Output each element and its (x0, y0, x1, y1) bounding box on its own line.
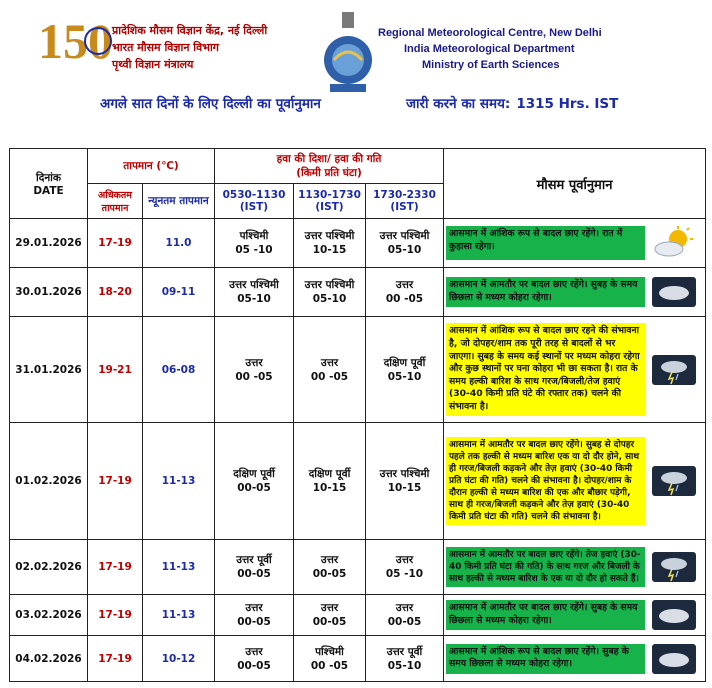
wind-direction: उत्तर पूर्वी (386, 645, 423, 658)
date-cell: 03.02.2026 (10, 595, 88, 636)
forecast-text: आसमान में आमतौर पर बादल छाए रहेंगे। तेज हवाएं (30-40 किमी प्रति घंटा की गति) के साथ गरज और बिजली के साथ हल्की से मध्यम बारिश के एक या दो दौर हो सकते हैं। (446, 547, 645, 587)
table-row (10, 636, 706, 682)
slot3-header (366, 184, 444, 219)
table-row (10, 268, 706, 317)
weather-icon-box (645, 547, 703, 587)
wind-speed: 05 -10 (385, 568, 424, 580)
wind-slot1-cell (215, 423, 294, 540)
slot1-ist: (IST) (239, 201, 269, 213)
wind-speed: 10-15 (312, 244, 347, 256)
tmax-cell: 17-19 (88, 423, 143, 540)
wind-direction: उत्तर (395, 554, 414, 566)
english-line-1: Regional Meteorological Centre, New Delhi (378, 27, 602, 39)
wind-direction: उत्तर (320, 356, 339, 369)
wind-direction: उत्तर (320, 554, 339, 566)
wind-slot3-cell (366, 317, 444, 423)
hindi-org-block (112, 22, 267, 73)
forecast-cell (444, 219, 706, 268)
wind-speed: 00 -05 (385, 293, 424, 305)
tmin-cell: 10-12 (143, 636, 215, 682)
forecast-table (9, 148, 706, 682)
forecast-cell (444, 317, 706, 423)
wind-speed: 00-05 (312, 616, 347, 628)
wind-direction: उत्तर (395, 279, 414, 291)
weather-icon-box (645, 600, 703, 630)
slot3-ist: (IST) (390, 201, 419, 213)
wind-slot1-cell (215, 268, 294, 317)
forecast-cell (444, 595, 706, 636)
date-cell: 02.02.2026 (10, 540, 88, 595)
table-row (10, 595, 706, 636)
forecast-text: आसमान में आमतौर पर बादल छाए रहेंगे। सुबह से दोपहर पहले तक हल्की से मध्यम बारिश एक या दो दौर होने, साथ ही गरज/बिजली कड़कने और तेज़ हवाएं (30-40 किमी प्रति घंटा की गति) चलने की संभावना है। दोपहर/शाम के दौरान हल्की से मध्यम बारिश की एक और बौछार पड़ेगी, साथ ही गरज/बिजली कड़कने और तेज़ हवाएं (30-40 किमी प्रति घंटा की गति) चलने की संभावना है। (446, 437, 645, 525)
wind-direction: उत्तर पश्चिमी (229, 279, 279, 291)
night-cloud-icon (652, 644, 696, 674)
wind-speed: 05-10 (312, 293, 347, 305)
weather-icon-box (645, 644, 703, 674)
forecast-header: मौसम पूर्वानुमान (444, 149, 706, 219)
tmax-cell: 17-19 (88, 595, 143, 636)
wind-slot1-cell (215, 219, 294, 268)
tmin-cell: 11-13 (143, 423, 215, 540)
hindi-line-1: प्रादेशिक मौसम विज्ञान केंद्र, नई दिल्ली (112, 24, 268, 37)
wind-slot1-cell (215, 317, 294, 423)
english-org-block (378, 25, 602, 73)
forecast-text: आसमान में आमतौर पर बादल छाए रहेंगे। सुबह के समय छिछला से मध्यम कोहरा रहेगा। (446, 277, 645, 307)
imd-emblem (320, 10, 376, 96)
wind-speed: 10-15 (387, 482, 422, 494)
wind-slot2-cell (294, 595, 366, 636)
tmin-header: न्यूनतम तापमान (143, 184, 215, 219)
partly-cloudy-icon (652, 226, 696, 260)
forecast-text: आसमान में आंशिक रूप से बादल छाए रहेंगे। रात में कुहासा रहेगा। (446, 226, 645, 260)
wind-slot3-cell (366, 268, 444, 317)
table-row (10, 317, 706, 423)
wind-direction: उत्तर पूर्वी (236, 554, 272, 566)
hindi-line-2: भारत मौसम विज्ञान विभाग (112, 41, 219, 54)
slot2-header (294, 184, 366, 219)
wind-direction: दक्षिण पूर्वी (308, 468, 351, 480)
wind-direction: उत्तर (245, 602, 263, 614)
slot1-header (215, 184, 294, 219)
wind-slot3-cell (366, 219, 444, 268)
english-line-2: India Meteorological Department (404, 43, 575, 55)
weather-icon-box (645, 437, 703, 525)
wind-direction: उत्तर (395, 602, 414, 614)
header-row-1 (10, 149, 706, 184)
tmax-cell: 19-21 (88, 317, 143, 423)
tmax-header: अधिकतम तापमान (88, 184, 143, 219)
wind-speed: 00-05 (387, 616, 422, 628)
table-row (10, 219, 706, 268)
wind-speed: 00 -05 (310, 370, 349, 383)
wind-header (215, 149, 444, 184)
wind-direction: उत्तर पश्चिमी (379, 230, 430, 242)
wind-speed: 05-10 (387, 659, 422, 672)
wind-speed: 05-10 (387, 370, 422, 383)
issue-label: जारी करने का समय: (406, 96, 511, 112)
wind-slot2-cell (294, 540, 366, 595)
issue-time-row (406, 94, 618, 112)
forecast-cell (444, 268, 706, 317)
wind-slot1-cell (215, 540, 294, 595)
wind-speed: 00 -05 (235, 370, 273, 383)
tmax-cell: 17-19 (88, 540, 143, 595)
wind-speed: 00 -05 (310, 659, 349, 672)
wind-slot2-cell (294, 423, 366, 540)
wind-slot3-cell (366, 595, 444, 636)
date-header (10, 149, 88, 219)
tmax-cell: 17-19 (88, 636, 143, 682)
date-header-hindi: दिनांक (36, 171, 61, 184)
wind-direction: पश्चिमी (315, 645, 344, 658)
wind-slot2-cell (294, 636, 366, 682)
wind-speed: 05-10 (387, 244, 422, 256)
weather-icon-box (645, 226, 703, 260)
wind-slot2-cell (294, 268, 366, 317)
logo-text: 150 (38, 13, 113, 69)
thunder-rain-icon (652, 466, 696, 496)
table-row (10, 423, 706, 540)
wind-slot2-cell (294, 219, 366, 268)
hindi-line-3: पृथ्वी विज्ञान मंत्रालय (112, 58, 194, 71)
forecast-cell (444, 636, 706, 682)
wind-slot2-cell (294, 317, 366, 423)
wind-speed: 10-15 (312, 482, 347, 494)
wind-speed: 00-05 (237, 568, 271, 580)
night-cloud-icon (652, 277, 696, 307)
weather-icon-box (645, 277, 703, 307)
date-header-english: DATE (33, 184, 64, 197)
date-cell: 31.01.2026 (10, 317, 88, 423)
forecast-text: आसमान में आमतौर पर बादल छाए रहेंगे। सुबह के समय छिछला से मध्यम कोहरा रहेगा। (446, 600, 645, 630)
thunder-rain-icon (652, 552, 696, 582)
tmin-cell: 11-13 (143, 595, 215, 636)
wind-direction: पश्चिमी (239, 230, 269, 242)
wind-direction: उत्तर पश्चिमी (304, 230, 355, 242)
tmin-cell: 06-08 (143, 317, 215, 423)
tmin-cell: 09-11 (143, 268, 215, 317)
slot2-ist: (IST) (315, 201, 344, 213)
tmin-cell: 11-13 (143, 540, 215, 595)
issue-time: 1315 Hrs. IST (516, 96, 619, 112)
wind-direction: दक्षिण पूर्वी (383, 356, 426, 369)
wind-slot1-cell (215, 595, 294, 636)
wind-speed: 05-10 (237, 293, 271, 305)
tmin-cell: 11.0 (143, 219, 215, 268)
wind-direction: उत्तर पश्चिमी (304, 279, 355, 291)
date-cell: 01.02.2026 (10, 423, 88, 540)
thunder-rain-icon (652, 355, 696, 385)
date-cell: 04.02.2026 (10, 636, 88, 682)
slot2-label: 1130-1730 (298, 189, 361, 201)
forecast-text: आसमान में आंशिक रूप से बादल छाए रहने की संभावना है, जो दोपहर/शाम तक पूरी तरह से बादलों से भर जाएगा। सुबह के समय कई स्थानों पर मध्यम कोहरा रहेगा और कुछ स्थानों पर घना कोहरा भी छा सकता है। रात के समय हल्की बारिश के साथ गरज/बिजली/तेज हवाएं (30-40 किमी प्रति घंटे की रफ्तार तक) चलने की संभावना है। (446, 323, 645, 415)
wind-speed: 00-05 (237, 616, 271, 628)
imd-150-logo (38, 12, 116, 74)
english-line-3: Ministry of Earth Sciences (422, 59, 560, 71)
wind-speed: 00-05 (237, 482, 271, 494)
forecast-title: अगले सात दिनों के लिए दिल्ली का पूर्वानुमान (100, 96, 321, 112)
weather-icon-box (645, 323, 703, 415)
slot1-label: 0530-1130 (222, 189, 286, 201)
wind-speed: 05 -10 (235, 244, 273, 256)
forecast-cell (444, 540, 706, 595)
tmax-cell: 17-19 (88, 219, 143, 268)
wind-speed: 00-05 (312, 568, 347, 580)
wind-header-line-2: (किमी प्रति घंटा) (296, 167, 362, 179)
wind-header-line-1: हवा की दिशा/ हवा की गति (276, 153, 382, 165)
wind-speed: 00-05 (237, 659, 271, 672)
wind-slot3-cell (366, 636, 444, 682)
header (0, 0, 712, 145)
forecast-cell (444, 423, 706, 540)
wind-direction: दक्षिण पूर्वी (233, 468, 275, 480)
wind-slot3-cell (366, 540, 444, 595)
tmax-cell: 18-20 (88, 268, 143, 317)
wind-direction: उत्तर (320, 602, 339, 614)
temperature-header: तापमान (℃) (88, 149, 215, 184)
wind-slot1-cell (215, 636, 294, 682)
slot3-label: 1730-2330 (373, 189, 436, 201)
forecast-text: आसमान में आंशिक रूप से बादल छाए रहेंगे। सुबह के समय छिछला से मध्यम कोहरा रहेगा। (446, 644, 645, 674)
date-cell: 30.01.2026 (10, 268, 88, 317)
wind-direction: उत्तर पश्चिमी (379, 468, 430, 480)
table-row (10, 540, 706, 595)
wind-slot3-cell (366, 423, 444, 540)
date-cell: 29.01.2026 (10, 219, 88, 268)
wind-direction: उत्तर (245, 356, 263, 369)
wind-direction: उत्तर (245, 645, 263, 658)
night-cloud-icon (652, 600, 696, 630)
